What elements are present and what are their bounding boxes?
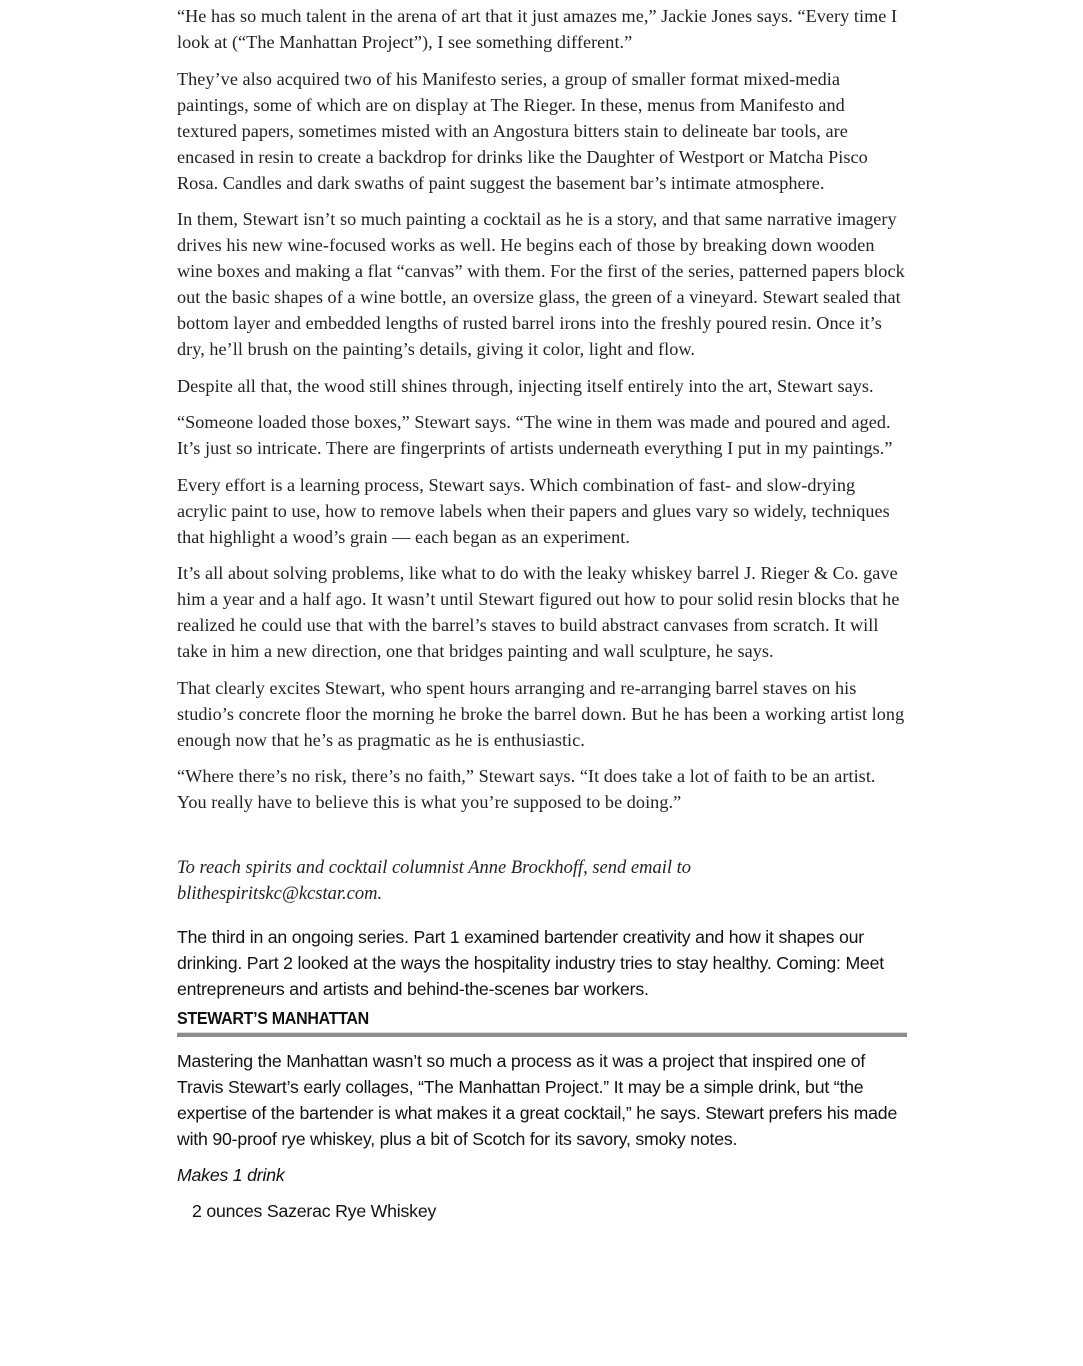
article-paragraph: “Someone loaded those boxes,” Stewart says. “The wine in them was made and poured and aged. It’s just so intricate. There are fingerprints of artists underneath everything I put in my paintings.” bbox=[177, 412, 893, 458]
recipe-heading: STEWART’S MANHATTAN bbox=[177, 1010, 907, 1037]
recipe-box bbox=[177, 1012, 907, 1224]
article-paragraph: They’ve also acquired two of his Manifesto series, a group of smaller format mixed-media paintings, some of which are on display at The Rieger. In these, menus from Manifesto and textured papers, sometimes misted with an Angostura bitters stain to delineate bar tools, are encased in resin to create a backdrop for drinks like the Daughter of Westport or Matcha Pisco Rosa. Candles and dark swaths of paint suggest the basement bar’s intimate atmosphere. bbox=[177, 68, 868, 193]
article-paragraph: “Where there’s no risk, there’s no faith,” Stewart says. “It does take a lot of faith to be an artist. You really have to believe this is what you’re supposed to be doing.” bbox=[177, 766, 876, 812]
series-note: The third in an ongoing series. Part 1 examined bartender creativity and how it shapes our drinking. Part 2 looked at the ways the hospitality industry tries to stay healthy. Coming: Meet entrepreneurs and artists and behind-the-scenes bar workers. bbox=[177, 927, 884, 999]
article-paragraph: Every effort is a learning process, Stewart says. Which combination of fast- and slow-drying acrylic paint to use, how to remove labels when their papers and glues vary so widely, techniques that highlight a wood’s grain — each began as an experiment. bbox=[177, 474, 890, 547]
article-paragraph: In them, Stewart isn’t so much painting a cocktail as he is a story, and that same narrative imagery drives his new wine-focused works as well. He begins each of those by breaking down wooden wine boxes and making a flat “canvas” with them. For the first of the series, patterned papers block out the basic shapes of a wine bottle, an oversize glass, the green of a vineyard. Stewart sealed that bottom layer and embedded lengths of rusted barrel irons into the freshly poured resin. Once it’s dry, he’ll brush on the painting’s details, giving it color, light and flow. bbox=[177, 209, 905, 359]
contact-text: To reach spirits and cocktail columnist Anne Brockhoff, send email to bbox=[177, 858, 692, 878]
article-body bbox=[177, 3, 907, 1224]
article-paragraph: It’s all about solving problems, like what to do with the leaky whiskey barrel J. Rieger & Co. gave him a year and a half ago. It wasn’t until Stewart figured out how to pour solid resin blocks that he realized he could use that with the barrel’s staves to build abstract canvases from scratch. It will take in him a new direction, one that bridges painting and wall sculpture, he says. bbox=[177, 563, 900, 661]
article-paragraph: “He has so much talent in the arena of art that it just amazes me,” Jackie Jones says. “Every time I look at (“The Manhattan Project”), I see something different.” bbox=[177, 6, 898, 52]
author-contact-note bbox=[177, 855, 907, 907]
recipe-intro: Mastering the Manhattan wasn’t so much a process as it was a project that inspired one of Travis Stewart’s early collages, “The Manhattan Project.” It may be a simple drink, but “the expertise of the bartender is what makes it a great cocktail,” he says. Stewart prefers his made with 90-proof rye whiskey, plus a bit of Scotch for its savory, smoky notes. bbox=[177, 1051, 898, 1149]
ingredient-list bbox=[177, 1198, 907, 1224]
ingredient-item: 2 ounces Sazerac Rye Whiskey bbox=[192, 1201, 437, 1221]
recipe-yield: Makes 1 drink bbox=[177, 1165, 285, 1185]
contact-email-link[interactable]: blithespiritskc@kcstar.com. bbox=[177, 884, 383, 904]
article-paragraph: That clearly excites Stewart, who spent hours arranging and re-arranging barrel staves on his studio’s concrete floor the morning he broke the barrel down. But he has been a working artist long enough now that he’s as pragmatic as he is enthusiastic. bbox=[177, 677, 905, 750]
article-paragraph: Despite all that, the wood still shines through, injecting itself entirely into the art, Stewart says. bbox=[177, 375, 874, 396]
